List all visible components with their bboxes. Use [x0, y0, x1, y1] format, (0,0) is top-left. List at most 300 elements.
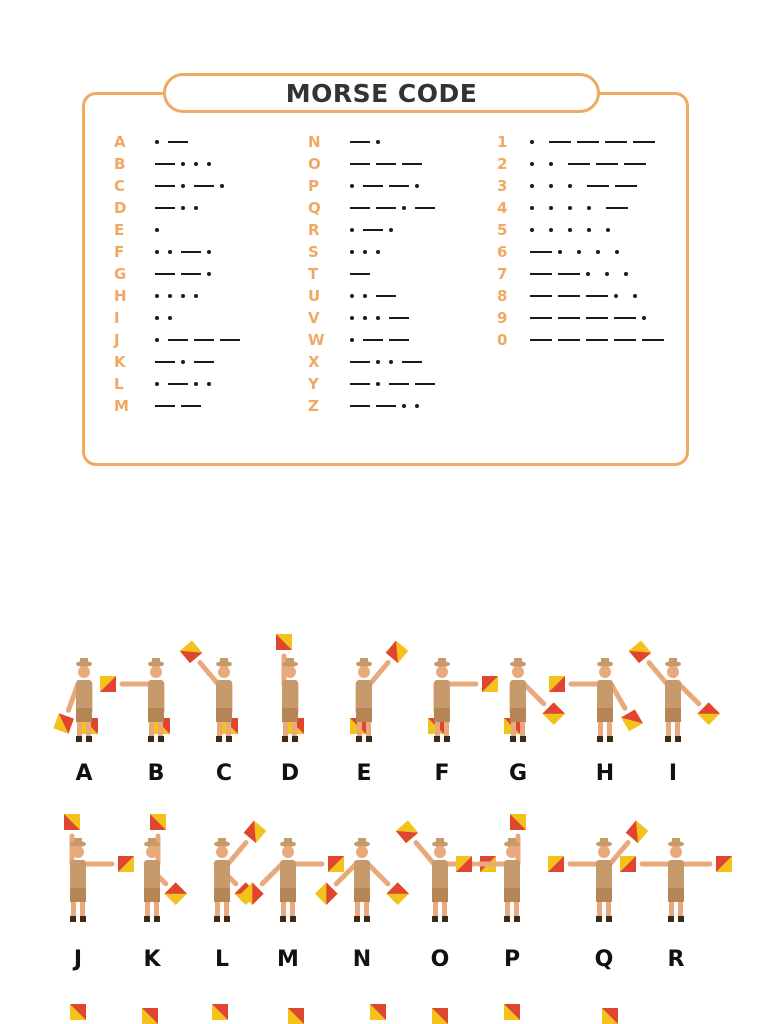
hat-shape: [358, 838, 366, 844]
morse-dash: [549, 141, 571, 143]
morse-dash: [558, 317, 580, 319]
morse-dash: [530, 339, 552, 341]
torso-shape: [70, 860, 86, 890]
semaphore-letter: Q: [594, 947, 614, 972]
title-banner: [163, 73, 600, 113]
leg-shape: [292, 722, 297, 736]
leg-shape: [86, 722, 91, 736]
morse-dash: [155, 185, 175, 187]
shorts-shape: [76, 708, 92, 722]
morse-letter: C: [114, 177, 126, 195]
torso-shape: [596, 860, 612, 890]
morse-dash: [402, 163, 422, 165]
semaphore-flag: [716, 856, 732, 872]
morse-dash: [155, 273, 175, 275]
semaphore-flag: [64, 814, 80, 830]
morse-row: [114, 374, 134, 394]
morse-dot: [220, 184, 224, 188]
hat-shape: [80, 658, 88, 664]
hat-shape: [148, 838, 156, 844]
morse-dot: [549, 184, 553, 188]
boot-shape: [510, 736, 516, 742]
morse-dot: [363, 316, 367, 320]
morse-dot: [614, 294, 618, 298]
morse-row: [114, 264, 134, 284]
morse-dot: [155, 228, 159, 232]
morse-dot: [605, 272, 609, 276]
leg-shape: [355, 902, 360, 916]
head-shape: [72, 846, 84, 858]
semaphore-flag: [510, 814, 526, 830]
morse-letter: M: [114, 397, 129, 415]
leg-shape: [678, 902, 683, 916]
semaphore-letter: K: [143, 947, 161, 972]
morse-dot: [586, 272, 590, 276]
morse-dash: [181, 405, 201, 407]
morse-code: [155, 242, 220, 262]
boot-shape: [434, 736, 440, 742]
semaphore-arm: [649, 663, 667, 684]
semaphore-arm: [368, 864, 388, 884]
morse-code: [155, 308, 181, 328]
morse-code: [530, 242, 634, 262]
semaphore-flag-partial: [212, 1004, 228, 1020]
morse-row: [497, 242, 517, 262]
morse-code: [530, 176, 643, 196]
morse-dash: [415, 207, 435, 209]
morse-row: [308, 220, 328, 240]
morse-dot: [350, 338, 354, 342]
morse-letter: 3: [497, 177, 508, 195]
boot-shape: [364, 916, 370, 922]
boot-shape: [70, 916, 76, 922]
morse-row: [114, 242, 134, 262]
semaphore-figure: [100, 658, 170, 786]
hat-shape: [514, 658, 522, 664]
torso-shape: [216, 680, 232, 710]
morse-row: [114, 396, 134, 416]
head-shape: [216, 846, 228, 858]
semaphore-flag: [548, 856, 564, 872]
morse-dot: [530, 228, 534, 232]
head-shape: [146, 846, 158, 858]
boot-shape: [282, 736, 288, 742]
semaphore-figure: [629, 641, 720, 786]
semaphore-letter: N: [352, 947, 372, 972]
torso-shape: [282, 680, 298, 710]
morse-code: [350, 264, 376, 284]
morse-dot: [587, 206, 591, 210]
leg-shape: [283, 722, 288, 736]
semaphore-flag: [244, 821, 267, 844]
boot-shape: [154, 916, 160, 922]
semaphore-letter: G: [508, 761, 528, 786]
leg-shape: [281, 902, 286, 916]
morse-dash: [606, 207, 628, 209]
morse-dash: [350, 383, 370, 385]
head-shape: [667, 666, 679, 678]
semaphore-flag: [542, 702, 565, 725]
boot-shape: [668, 916, 674, 922]
head-shape: [599, 666, 611, 678]
semaphore-figure: [350, 641, 408, 786]
shorts-shape: [504, 888, 520, 902]
torso-shape: [434, 680, 450, 710]
boot-shape: [442, 916, 448, 922]
semaphore-flag: [386, 641, 409, 664]
semaphore-flag: [697, 702, 720, 725]
morse-dot: [350, 228, 354, 232]
morse-code: [350, 176, 428, 196]
semaphore-flag-partial: [288, 1008, 304, 1024]
shorts-shape: [434, 708, 450, 722]
head-shape: [436, 666, 448, 678]
morse-dash: [194, 361, 214, 363]
leg-shape: [520, 722, 525, 736]
morse-row: [114, 154, 134, 174]
shorts-shape: [70, 888, 86, 902]
morse-dash: [605, 141, 627, 143]
morse-code: [350, 396, 428, 416]
morse-row: [497, 132, 517, 152]
hat-shape: [438, 658, 446, 664]
morse-dot: [350, 184, 354, 188]
morse-letter: L: [114, 375, 124, 393]
morse-dash: [389, 383, 409, 385]
morse-dash: [587, 185, 609, 187]
morse-dash: [363, 185, 383, 187]
boot-shape: [432, 916, 438, 922]
morse-dot: [194, 382, 198, 386]
morse-dot: [587, 228, 591, 232]
semaphore-flag: [100, 676, 116, 692]
hat-shape: [436, 838, 444, 844]
morse-dot: [350, 250, 354, 254]
morse-dot: [376, 382, 380, 386]
morse-letter: 2: [497, 155, 508, 173]
semaphore-figure: [64, 814, 134, 972]
morse-dot: [155, 140, 159, 144]
torso-shape: [665, 680, 681, 710]
torso-shape: [510, 680, 526, 710]
hat-shape: [218, 838, 226, 844]
semaphore-letter: J: [73, 947, 83, 972]
morse-dot: [389, 360, 393, 364]
semaphore-letter: C: [215, 761, 233, 786]
leg-shape: [514, 902, 519, 916]
morse-letter: B: [114, 155, 126, 173]
morse-dash: [350, 273, 370, 275]
morse-row: [114, 308, 134, 328]
morse-dash: [376, 405, 396, 407]
semaphore-figure: [180, 641, 238, 786]
hat-shape: [284, 838, 292, 844]
semaphore-flag: [328, 856, 344, 872]
head-shape: [670, 846, 682, 858]
hat-shape: [669, 658, 677, 664]
hat-shape: [601, 658, 609, 664]
leg-shape: [158, 722, 163, 736]
semaphore-flag-partial: [370, 1004, 386, 1020]
semaphore-figure: [143, 814, 187, 972]
morse-code: [530, 132, 661, 152]
morse-dash: [615, 185, 637, 187]
shorts-shape: [280, 888, 296, 902]
semaphore-flag-partial: [70, 1004, 86, 1020]
boot-shape: [596, 916, 602, 922]
leg-shape: [597, 902, 602, 916]
boot-shape: [292, 736, 298, 742]
leg-shape: [442, 902, 447, 916]
semaphore-flag: [276, 634, 292, 650]
boot-shape: [514, 916, 520, 922]
morse-letter: X: [308, 353, 320, 371]
semaphore-flag: [456, 856, 472, 872]
torso-shape: [280, 860, 296, 890]
leg-shape: [666, 722, 671, 736]
morse-dash: [415, 383, 435, 385]
morse-code: [530, 330, 670, 350]
morse-code: [155, 264, 220, 284]
semaphore-flag: [180, 641, 203, 664]
hat-shape: [74, 838, 82, 844]
semaphore-flag-partial: [504, 1004, 520, 1020]
morse-letter: A: [114, 133, 126, 151]
morse-dot: [363, 294, 367, 298]
boot-shape: [214, 916, 220, 922]
semaphore-arm: [416, 843, 434, 864]
morse-row: [497, 220, 517, 240]
morse-dot: [181, 206, 185, 210]
morse-row: [308, 308, 328, 328]
morse-dot: [207, 382, 211, 386]
morse-row: [497, 308, 517, 328]
semaphore-letter: L: [214, 947, 230, 972]
morse-dot: [168, 316, 172, 320]
semaphore-figure: [241, 838, 344, 972]
semaphore-letter: D: [280, 761, 300, 786]
torso-shape: [597, 680, 613, 710]
morse-row: [308, 352, 328, 372]
morse-dot: [194, 206, 198, 210]
morse-dash: [530, 295, 552, 297]
morse-code: [155, 330, 246, 350]
morse-dot: [530, 140, 534, 144]
head-shape: [150, 666, 162, 678]
morse-dash: [642, 339, 664, 341]
morse-dash: [181, 251, 201, 253]
leg-shape: [433, 902, 438, 916]
morse-dot: [181, 162, 185, 166]
morse-letter: T: [308, 265, 319, 283]
morse-dash: [558, 339, 580, 341]
morse-code: [530, 286, 652, 306]
semaphore-flag: [53, 713, 74, 734]
morse-dash: [376, 163, 396, 165]
shorts-shape: [148, 708, 164, 722]
hat-shape: [220, 658, 228, 664]
semaphore-flag: [482, 676, 498, 692]
semaphore-flag: [620, 856, 636, 872]
morse-dot: [615, 250, 619, 254]
torso-shape: [668, 860, 684, 890]
morse-code: [350, 242, 389, 262]
head-shape: [512, 666, 524, 678]
morse-dash: [168, 383, 188, 385]
morse-letter: O: [308, 155, 321, 173]
semaphore-figure: [428, 658, 498, 786]
morse-letter: S: [308, 243, 319, 261]
leg-shape: [226, 722, 231, 736]
semaphore-letter: M: [277, 947, 299, 972]
hat-shape: [152, 658, 160, 664]
semaphore-figure: [620, 838, 732, 972]
morse-letter: Z: [308, 397, 319, 415]
morse-letter: 8: [497, 287, 508, 305]
boot-shape: [606, 916, 612, 922]
morse-dot: [194, 162, 198, 166]
morse-dot: [363, 250, 367, 254]
morse-dash: [350, 207, 370, 209]
morse-letter: N: [308, 133, 321, 151]
leg-shape: [511, 722, 516, 736]
boot-shape: [80, 916, 86, 922]
morse-dash: [624, 163, 646, 165]
morse-dash: [155, 163, 175, 165]
morse-dot: [402, 206, 406, 210]
semaphore-flag: [396, 821, 419, 844]
shorts-shape: [665, 708, 681, 722]
shorts-shape: [668, 888, 684, 902]
morse-dash: [596, 163, 618, 165]
leg-shape: [505, 902, 510, 916]
morse-dot: [606, 228, 610, 232]
morse-code: [530, 154, 652, 174]
boot-shape: [356, 736, 362, 742]
morse-dash: [586, 317, 608, 319]
semaphore-flag: [118, 856, 134, 872]
morse-row: [497, 286, 517, 306]
morse-dot: [549, 206, 553, 210]
morse-letter: P: [308, 177, 319, 195]
boot-shape: [148, 736, 154, 742]
morse-code: [155, 352, 220, 372]
morse-row: [114, 220, 134, 240]
semaphore-flag: [626, 821, 649, 844]
morse-dot: [181, 294, 185, 298]
torso-shape: [354, 860, 370, 890]
morse-code: [155, 154, 220, 174]
morse-dot: [207, 250, 211, 254]
morse-letter: F: [114, 243, 125, 261]
boot-shape: [216, 736, 222, 742]
morse-dash: [181, 273, 201, 275]
hat-shape: [508, 838, 516, 844]
shorts-shape: [510, 708, 526, 722]
leg-shape: [145, 902, 150, 916]
hat-shape: [600, 838, 608, 844]
morse-dot: [633, 294, 637, 298]
morse-dot: [530, 184, 534, 188]
morse-dot: [549, 162, 553, 166]
boot-shape: [144, 916, 150, 922]
semaphore-letter: H: [595, 761, 615, 786]
semaphore-figure: [548, 821, 648, 972]
morse-row: [308, 330, 328, 350]
boot-shape: [675, 736, 681, 742]
shorts-shape: [596, 888, 612, 902]
morse-letter: D: [114, 199, 127, 217]
leg-shape: [154, 902, 159, 916]
morse-dot: [207, 162, 211, 166]
semaphore-chart: [0, 600, 768, 1024]
morse-dot: [389, 228, 393, 232]
morse-letter: Y: [308, 375, 319, 393]
shorts-shape: [356, 708, 372, 722]
morse-dot: [155, 338, 159, 342]
torso-shape: [356, 680, 372, 710]
morse-row: [114, 330, 134, 350]
morse-dash: [155, 361, 175, 363]
morse-letter: 6: [497, 243, 508, 261]
morse-letter: H: [114, 287, 127, 305]
morse-code: [350, 308, 415, 328]
morse-row: [114, 198, 134, 218]
morse-letter: 1: [497, 133, 508, 151]
morse-row: [308, 374, 328, 394]
shorts-shape: [144, 888, 160, 902]
morse-row: [114, 176, 134, 196]
morse-dot: [155, 316, 159, 320]
morse-dot: [155, 294, 159, 298]
morse-row: [308, 396, 328, 416]
leg-shape: [149, 722, 154, 736]
morse-code: [530, 220, 625, 240]
shorts-shape: [597, 708, 613, 722]
semaphore-letter: I: [668, 761, 678, 786]
morse-code: [155, 374, 220, 394]
morse-dash: [168, 141, 188, 143]
morse-dot: [168, 294, 172, 298]
semaphore-letter: F: [434, 761, 450, 786]
morse-dot: [194, 294, 198, 298]
morse-code: [155, 286, 207, 306]
semaphore-flag: [629, 641, 652, 664]
morse-code: [350, 198, 441, 218]
morse-dot: [415, 184, 419, 188]
morse-dash: [389, 339, 409, 341]
semaphore-flag: [386, 882, 409, 905]
morse-dash: [558, 295, 580, 297]
torso-shape: [144, 860, 160, 890]
morse-dash: [389, 185, 409, 187]
morse-code: [155, 220, 168, 240]
leg-shape: [675, 722, 680, 736]
boot-shape: [665, 736, 671, 742]
semaphore-figure: [53, 658, 98, 786]
morse-dot: [577, 250, 581, 254]
semaphore-figure: [276, 634, 304, 786]
morse-dash: [350, 361, 370, 363]
morse-dash: [220, 339, 240, 341]
semaphore-flag: [315, 882, 338, 905]
leg-shape: [357, 722, 362, 736]
morse-dot: [350, 294, 354, 298]
semaphore-letter: P: [503, 947, 521, 972]
semaphore-letter: B: [147, 761, 165, 786]
boot-shape: [158, 736, 164, 742]
leg-shape: [607, 722, 612, 736]
